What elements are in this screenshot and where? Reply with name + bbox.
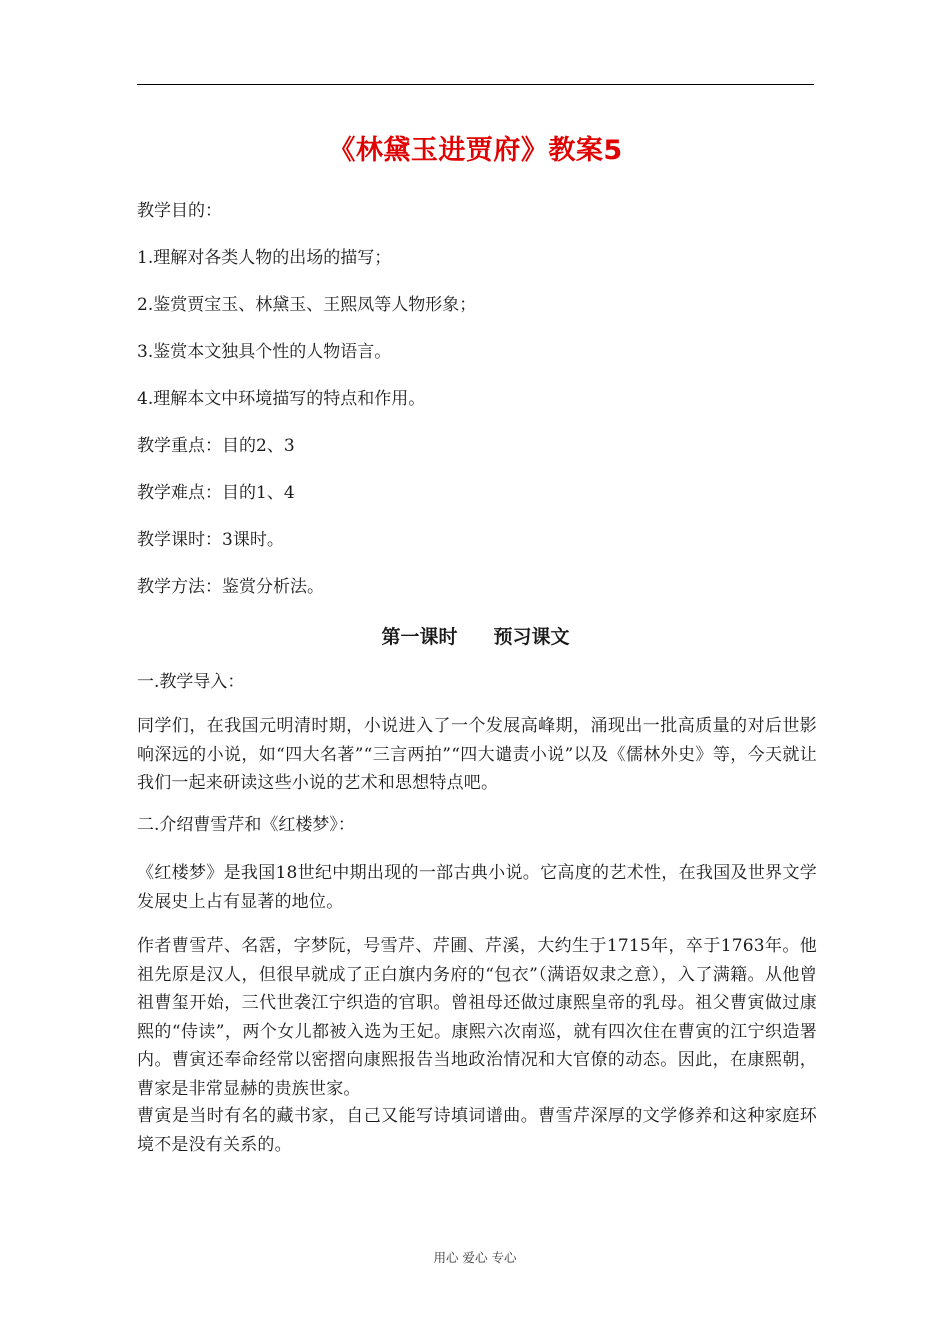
section-1-paragraph: 同学们，在我国元明清时期，小说进入了一个发展高峰期，涌现出一批高质量的对后世影响深远的小说，如“四大名著”“三言两拍”“四大谴责小说”以及《儒林外史》等，今天就让我们一起来研读这些小说的艺术和思想特点吧。 xyxy=(137,716,817,793)
goal-item-3: 3.鉴赏本文独具个性的人物语言。 xyxy=(137,342,392,362)
goals-label: 教学目的： xyxy=(137,201,222,221)
difficulties: 教学难点：目的1、4 xyxy=(137,483,295,503)
document-title: 《林黛玉进贾府》教案5 xyxy=(328,135,623,166)
section-1-title: 一.教学导入： xyxy=(137,672,245,692)
section-2-paragraph-2: 作者曹雪芹、名霑，字梦阮，号雪芹、芹圃、芹溪，大约生于1715年，卒于1763年。他祖先原是汉人，但很早就成了正白旗内务府的“包衣”（满语奴隶之意），入了满籍。从他曾祖曹玺开始，三代世袭江宁织造的官职。曾祖母还做过康熙皇帝的乳母。祖父曹寅做过康熙的“侍读”，两个女儿都被入选为王妃。康熙六次南巡，就有四次住在曹寅的江宁织造署内。曹寅还奉命经常以密摺向康熙报告当地政治情况和大官僚的动态。因此，在康熙朝，曹家是非常显赫的贵族世家。 xyxy=(137,936,817,1099)
goal-item-1: 1.理解对各类人物的出场的描写； xyxy=(137,248,392,268)
goal-item-2: 2.鉴赏贾宝玉、林黛玉、王熙凤等人物形象； xyxy=(137,295,477,315)
section-2-paragraph-3: 曹寅是当时有名的藏书家，自己又能写诗填词谱曲。曹雪芹深厚的文学修养和这种家庭环境不是没有关系的。 xyxy=(137,1106,817,1155)
lesson-heading-part-2: 预习课文 xyxy=(493,626,570,648)
header-rule xyxy=(137,84,814,85)
page-footer: 用心 爱心 专心 xyxy=(433,1250,517,1265)
key-points: 教学重点：目的2、3 xyxy=(137,436,295,456)
section-2-paragraph-1: 《红楼梦》是我国18世纪中期出现的一部古典小说。它高度的艺术性，在我国及世界文学发展史上占有显著的地位。 xyxy=(137,863,817,912)
section-2-title: 二.介绍曹雪芹和《红楼梦》： xyxy=(137,815,355,835)
lesson-heading xyxy=(137,622,814,649)
lesson-heading-part-1: 第一课时 xyxy=(381,626,458,648)
teaching-method: 教学方法：鉴赏分析法。 xyxy=(137,577,324,597)
class-hours: 教学课时：3课时。 xyxy=(137,530,284,550)
goal-item-4: 4.理解本文中环境描写的特点和作用。 xyxy=(137,389,426,409)
